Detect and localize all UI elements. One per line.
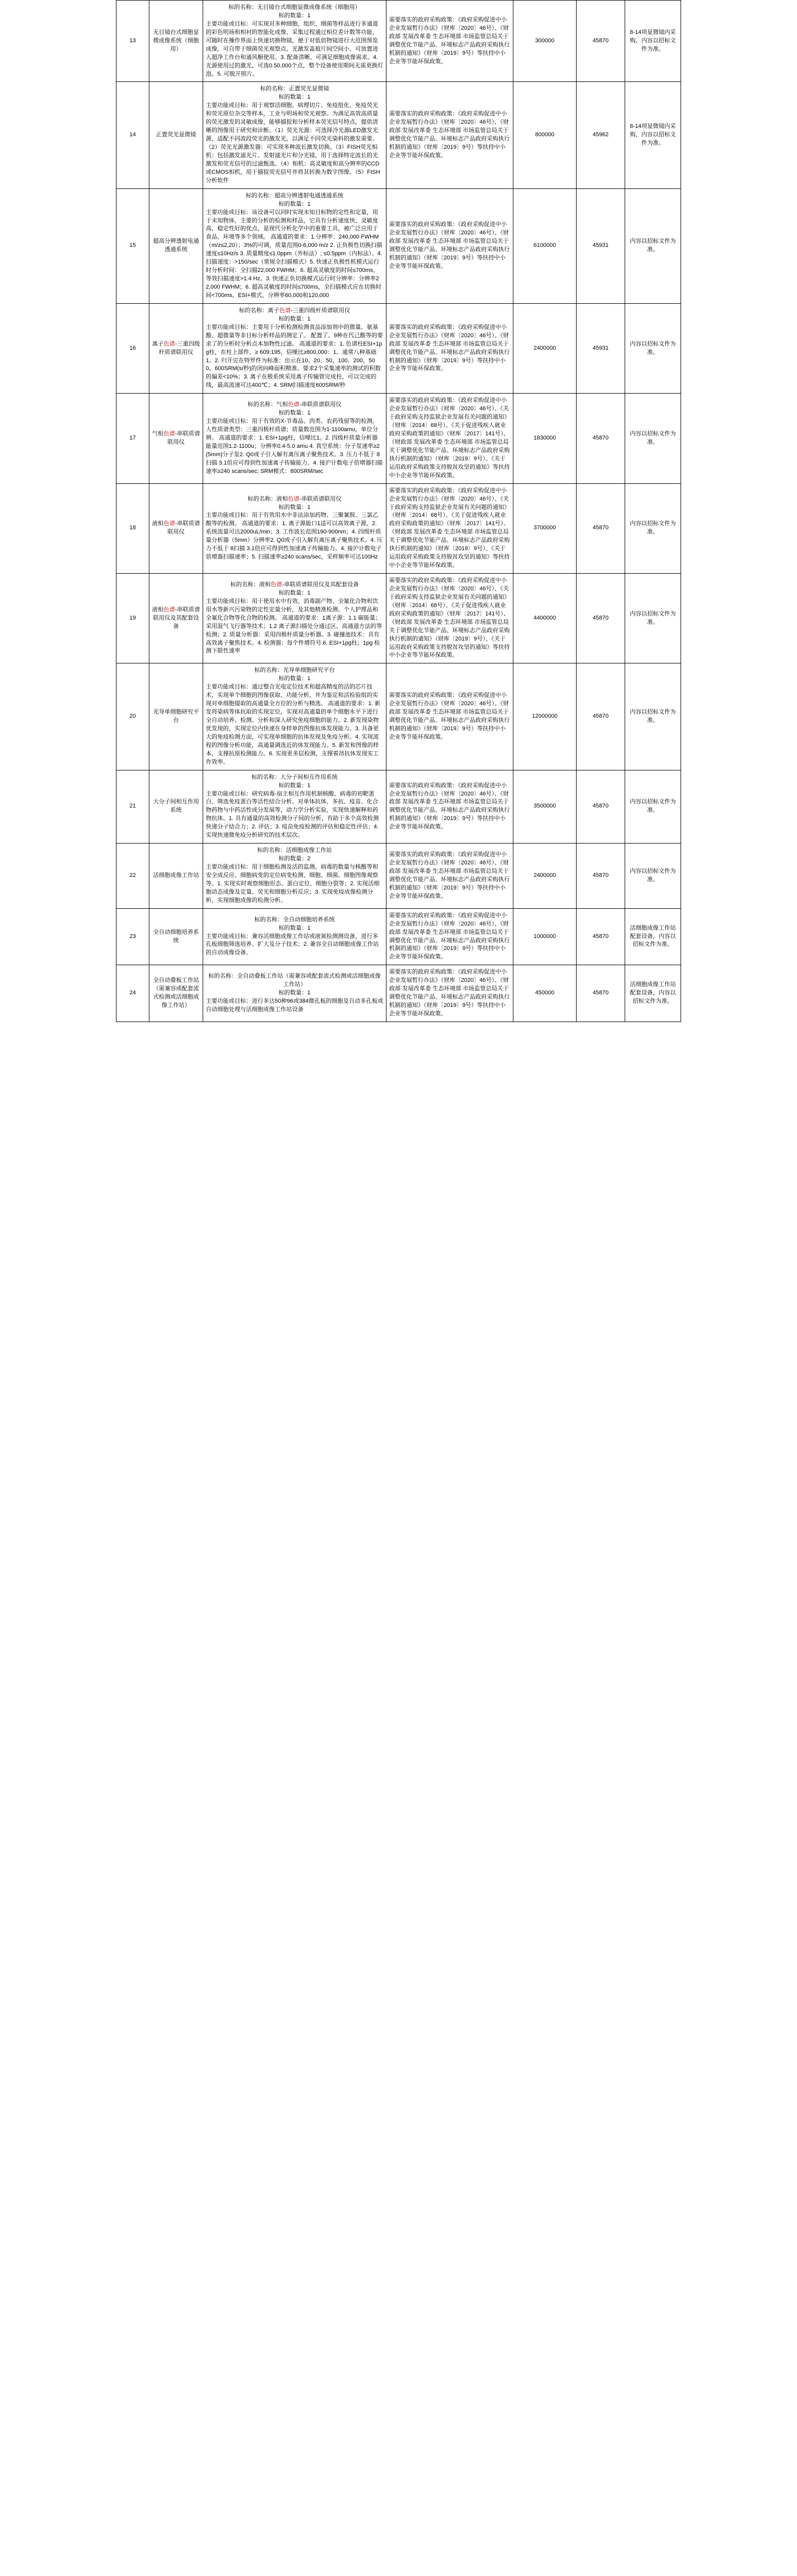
cell-index: 21 [116,770,149,844]
cell-index: 14 [116,82,149,188]
spec-body: 主要功能或目标：用于细胞检测及活的监测、病毒的数量与核酸等和安全成反应、细胞病变的定位病变检测、细胞、细菌、细胞图像观察等。1. 实现实时观察细胞形态、蛋白定位、细胞分裂等；2. 实现活细胞动态成像及定量、荧光和细胞分析反应；3. 实现免疫成像检测分析，实现细胞成像的检测分析。 [206,864,380,904]
cell-policy: 需要落实的政府采购政策：《政府采购促进中小企业发展暂行办法》（财库〔2020〕46号）、《财政部 发展改革委 生态环境部 市场监管总局关于调整优化节能产品、环境标志产品政府采购执行机制的通知》（财库〔2019〕9号）等扶持中小企业等节能环保政策。 [386,82,513,188]
spec-body: 主要功能或目标：通过整合光电定位技术和超高精度的活的芯片技术，实现单个细胞的图像获取、功能分析，并为鉴定和活检验组的实现对单细胞提取的高通量全方位的分析与精选。 高通道的要求：1. 新发将染病等体抗取的实现定位，实现对高通量的单个细胞水平下进行全自动培养、检测、分析和深入研究免疫细胞的能力。2. 新发现染物优发现的，实现定位内快速在身样单的图像抗体发现能力。3. 具备更大的免疫检测方面，可实现单细胞的抗体发现及免疫分析。4. 实现流程的图像分析功能，高通量调选近的体发现能力。5. 新发和图像的样本，支撑抗原检测能力。6. 实现更多层检测，支撑着昂抗体发现实工作效率。 [206,684,381,765]
cell-policy: 需要落实的政府采购政策：《政府采购促进中小企业发展暂行办法》（财库〔2020〕46号）、《财政部 发展改革委 生态环境部 市场监管总局关于调整优化节能产品、环境标志产品政府采购执行机制的通知》（财库〔2019〕9号）等扶持中小企业等节能环保政策。 [386,908,513,965]
cell-budget: 3700000 [513,483,577,573]
cell-product-name: 全自动细胞培养系统 [149,908,203,965]
cell-note: 活细胞成像工作站配套设备，内容以招标文件为准。 [625,965,681,1022]
spec-title: 标的名称：无目镜台式细胞显微成像系统（细胞用） [228,4,361,10]
cell-budget: 1830000 [513,394,577,483]
cell-index: 18 [116,483,149,573]
spec-body: 主要功能或目标：研究病毒-宿主相互作用机制核酸、病毒的初靶蛋白、筛选免疫蛋白等活性结合分析。对单体抗体、多抗、疫苗、化合物药物与中药活性成分发展等，动力学分析实验，实现快速解释和药物抗体。1. 具有通量的高效检测分子间的分析，有助于多个高效检测快速分子结合力；2. 评估；3. 疫苗免疫检测的评估和稳定性评估；4. 实现快速微免疫分析研究的技术层次。 [206,790,379,839]
cell-product-name: 大分子间相互作用系统 [149,770,203,844]
cell-note: 8-14项显微镜内采购，内容以招标文件为准。 [625,82,681,188]
cell-specification [203,574,386,663]
table-row [116,770,681,844]
cell-index: 16 [116,303,149,393]
cell-index: 13 [116,1,149,82]
cell-budget: 2400000 [513,844,577,909]
cell-specification [203,188,386,303]
cell-note: 内容以招标文件为准。 [625,303,681,393]
cell-specification [203,770,386,844]
cell-budget: 4400000 [513,574,577,663]
cell-budget: 450000 [513,965,577,1022]
cell-note: 内容以招标文件为准。 [625,574,681,663]
spec-quantity: 标的数量：1 [278,315,311,322]
cell-index: 20 [116,663,149,770]
cell-budget: 300000 [513,1,577,82]
cell-product-name: 液相色谱-串联质谱联用仪及其配套设备 [149,574,203,663]
cell-specification [203,965,386,1022]
cell-policy: 需要落实的政府采购政策：《政府采购促进中小企业发展暂行办法》（财库〔2020〕46号）、《关于政府采购支持监狱企业发展有关问题的通知》（财库〔2014〕68号）、《关于促进残疾人就业政府采购政策的通知》（财库〔2017〕141号）、《财政部 发展改革委 生态环境部 市场监管总局关于调整优化节能产品、环境标志产品政府采购执行机制的通知》（财库〔2019〕9号）、《关于运用政府采购政策支持脱贫攻坚的通知》等扶持中小企业等节能环保政策。 [386,574,513,663]
cell-product-name: 气相色谱-串联质谱联用仪 [149,394,203,483]
cell-note: 内容以招标文件为准。 [625,483,681,573]
cell-category-code: 45931 [577,303,625,393]
spec-quantity: 标的数量：1 [278,200,311,207]
cell-product-name: 正置荧光显微镜 [149,82,203,188]
spec-quantity: 标的数量：1 [278,12,311,19]
cell-policy: 需要落实的政府采购政策：《政府采购促进中小企业发展暂行办法》（财库〔2020〕46号）、《关于政府采购支持监狱企业发展有关问题的通知》（财库〔2014〕68号）、《关于促进残疾人就业政府采购政策的通知》（财库〔2017〕141号）、《财政部 发展改革委 生态环境部 市场监管总局关于调整优化节能产品、环境标志产品政府采购执行机制的通知》（财库〔2019〕9号）、《关于运用政府采购政策支持脱贫攻坚的通知》等扶持中小企业等节能环保政策。 [386,483,513,573]
cell-index: 17 [116,394,149,483]
cell-policy: 需要落实的政府采购政策：《政府采购促进中小企业发展暂行办法》（财库〔2020〕46号）、《财政部 发展改革委 生态环境部 市场监管总局关于调整优化节能产品、环境标志产品政府采购执行机制的通知》（财库〔2019〕9号）等扶持中小企业等节能环保政策。 [386,844,513,909]
cell-policy: 需要落实的政府采购政策：《政府采购促进中小企业发展暂行办法》（财库〔2020〕46号）、《财政部 发展改革委 生态环境部 市场监管总局关于调整优化节能产品、环境标志产品政府采购执行机制的通知》（财库〔2019〕9号）等扶持中小企业等节能环保政策。 [386,1,513,82]
cell-index: 19 [116,574,149,663]
spec-title: 标的名称：液相色谱-串联质谱联用仪及其配套设备 [230,581,359,588]
cell-product-name: 活细胞成像工作站 [149,844,203,909]
cell-category-code: 45870 [577,663,625,770]
spec-body: 主要功能或目标：进行多达50种96或384微孔板的细胞及自动多孔板或自动细胞处理与活细胞成像工作站设备 [206,998,383,1013]
cell-note: 内容以招标文件为准。 [625,394,681,483]
table-row [116,844,681,909]
document-page [0,0,797,1022]
cell-specification [203,483,386,573]
spec-body: 主要功能或目标：用于观察活细胞、病理切片、免疫组化、免疫荧光和荧光原位杂交等样本，工业与明场和荧光观察。为满足高效高质量的荧光激发的灵敏成像，能够捕捉和分析样本荧光信号特点，提供清晰的图像用于研究和诊断。（1）荧光光源：可选择冷光源LED激发光源，适配不同波段荧光的激发光，以满足不同荧光染料的激发需要。（2）荧光光源激发器：可实现多种波长激发切换。（3）FISH荧光相机：包括激发滤光片、发射滤光片和分光镜，用于选择特定波长的光激发和荧光信号的过滤甄选。（4）相机：高灵敏度和高分辨率的CCD或CMOS相机，用于捕捉荧光信号并将其转换为数字图像。（5）FISH分析软件 [206,102,380,184]
cell-note: 活细胞成像工作站配套设备，内容以招标文件为准。 [625,908,681,965]
cell-category-code: 45870 [577,844,625,909]
cell-specification [203,908,386,965]
cell-product-name: 超高分辨透射电通透通系统 [149,188,203,303]
cell-policy: 需要落实的政府采购政策：《政府采购促进中小企业发展暂行办法》（财库〔2020〕46号）、《财政部 发展改革委 生态环境部 市场监管总局关于调整优化节能产品、环境标志产品政府采购执行机制的通知》（财库〔2019〕9号）等扶持中小企业等节能环保政策。 [386,965,513,1022]
cell-product-name: 无目镜台式细胞显微成像系统（细胞用） [149,1,203,82]
table-row [116,1,681,82]
cell-note: 内容以招标文件为准。 [625,663,681,770]
spec-quantity: 标的数量：1 [278,675,311,682]
cell-specification [203,844,386,909]
spec-title: 标的名称：液相色谱-串联质谱联用仪 [248,495,342,502]
cell-category-code: 45870 [577,574,625,663]
cell-category-code: 45870 [577,1,625,82]
cell-index: 23 [116,908,149,965]
table-row [116,908,681,965]
spec-title: 标的名称：全自动细胞培养系统 [254,916,335,923]
spec-title: 标的名称：离子色谱-三重四级杆质谱联用仪 [239,307,350,314]
cell-product-name: 离子色谱-三重四级杆质谱联用仪 [149,303,203,393]
spec-title: 标的名称：正置荧光显微镜 [260,86,329,92]
cell-product-name: 全自动叠板工作站（需兼容或配套流式检测或活细胞成像工作站） [149,965,203,1022]
cell-note: 8-14项显微镜内采购，内容以招标文件为准。 [625,1,681,82]
spec-title: 标的名称：全自动叠板工作站（需兼容或配套流式检测或活细胞成像工作站） [208,973,381,988]
table-row [116,188,681,303]
spec-body: 主要功能或目标：用于使用水中有效、消毒副产物、全氟化合物和饮用水等新兴污染物的定性定量分析，及其他精准检测、个人护理品和全氟化合物等化合物的检测。 高通道的要求：1离子源：1.1 碳能量；采用混气飞行器等技术；1.2 离子源扫描处分通过区、高通道方法的等检测；2. 质量分析器：采用四极杆质量分析器。3. 碰撞池技术：具有高效离子聚焦技术。4. 检测器：每个件增符号 6. ESI+1pg柱；1pg 检测下限性速率 [206,598,382,655]
cell-category-code: 45962 [577,82,625,188]
spec-quantity: 标的数量：1 [278,924,311,931]
spec-quantity: 标的数量：1 [278,990,311,996]
cell-note: 内容以招标文件为准。 [625,770,681,844]
cell-budget: 2400000 [513,303,577,393]
spec-title: 标的名称：超高分辨透射电通透通系统 [245,192,344,199]
spec-quantity: 标的数量：1 [278,410,311,417]
cell-policy: 需要落实的政府采购政策：《政府采购促进中小企业发展暂行办法》（财库〔2020〕46号）、《关于政府采购支持监狱企业发展有关问题的通知》（财库〔2014〕68号）、《关于促进残疾人就业政府采购政策的通知》（财库〔2017〕141号）、《财政部 发展改革委 生态环境部 市场监管总局关于调整优化节能产品、环境标志产品政府采购执行机制的通知》（财库〔2019〕9号）、《关于运用政府采购政策支持脱贫攻坚的通知》等扶持中小企业等节能环保政策。 [386,394,513,483]
cell-category-code: 45931 [577,188,625,303]
cell-specification [203,1,386,82]
cell-product-name: 光导单细胞研究平台 [149,663,203,770]
cell-specification [203,394,386,483]
spec-body: 主要功能或目标：该设备可以同时实现未知目标物的定性和定量，用于未知物体，主要的分析的检测和样品，它具有分析速度快、灵敏度高、稳定性好的优点，是现代分析化学中的重要工具，被广泛应用于食品、环境等多个领域。 高通道的要求：1.分辨率：240,000 FWHM（m/z≤2,20）；3%的可调，质量范围0-6,000 m/z 2. 正负极性切换扫描速度≤10Hz/s 3. 质量精度≤1.0ppm（外标法）; ≤0.5ppm（内标法）。4.扫描速度：>150/sec（常规全扫描模式）5. 快速正负极性机模式运行时分析时间：全扫描22,000 FWHM；6. 超高灵敏度的时间≤700ms，等效扫描速度>1.4 Hz。3. 快速正负切换模式运行时分辨率：分辨率22,000 FWHM；6. 超高灵敏度的时间≤700ms，全扫描模式应在切换时间<700ms。ESI+模式，分辨率60,000和120,000 [206,209,382,299]
cell-budget: 800000 [513,82,577,188]
table-row [116,82,681,188]
cell-budget: 6100000 [513,188,577,303]
table-row [116,394,681,483]
table-row [116,483,681,573]
cell-policy: 需要落实的政府采购政策：《政府采购促进中小企业发展暂行办法》（财库〔2020〕46号）、《财政部 发展改革委 生态环境部 市场监管总局关于调整优化节能产品、环境标志产品政府采购执行机制的通知》（财库〔2019〕9号）等扶持中小企业等节能环保政策。 [386,663,513,770]
cell-category-code: 45870 [577,770,625,844]
cell-specification [203,663,386,770]
spec-quantity: 标的数量：1 [278,589,311,596]
spec-quantity: 标的数量：2 [278,856,311,862]
spec-title: 标的名称：大分子间相互作用系统 [251,774,338,780]
cell-product-name: 液相色谱-串联质谱联用仪 [149,483,203,573]
spec-quantity: 标的数量：1 [278,504,311,511]
cell-category-code: 45870 [577,394,625,483]
cell-category-code: 45870 [577,965,625,1022]
table-row [116,303,681,393]
spec-quantity: 标的数量：1 [278,94,311,101]
procurement-table [116,0,681,1022]
cell-index: 15 [116,188,149,303]
spec-body: 主要功能或目标：用于有效的X-节毒品、肉类、农药残留等的检测。人性质谱类型：三重四极杆质谱；质量数范围为1-1100amu，单位分辨。 高通道的要求：1. ESI+1pg柱，信噪比1。2. 四级杆质量分析器能量范围1.2-1100u；分辨率0.4-5.0 amu 4. 真空系统：分子泵速率≥2(5mm)分子泵2. Q0或子引入解有离压离子聚焦技术。3. 压力不低于 8扫描 3.1倍应可得到性加速离子传输能力。4. 接沪计数电子倍增器扫描速率≥240 scans/sec; SRM模式：800SRM/sec [206,418,383,474]
cell-note: 内容以招标文件为准。 [625,844,681,909]
cell-specification [203,82,386,188]
cell-policy: 需要落实的政府采购政策：《政府采购促进中小企业发展暂行办法》（财库〔2020〕46号）、《财政部 发展改革委 生态环境部 市场监管总局关于调整优化节能产品、环境标志产品政府采购执行机制的通知》（财库〔2019〕9号）等扶持中小企业等节能环保政策。 [386,188,513,303]
cell-policy: 需要落实的政府采购政策：《政府采购促进中小企业发展暂行办法》（财库〔2020〕46号）、《财政部 发展改革委 生态环境部 市场监管总局关于调整优化节能产品、环境标志产品政府采购执行机制的通知》（财库〔2019〕9号）等扶持中小企业等节能环保政策。 [386,303,513,393]
table-row [116,965,681,1022]
cell-index: 24 [116,965,149,1022]
cell-policy: 需要落实的政府采购政策：《政府采购促进中小企业发展暂行办法》（财库〔2020〕46号）、《财政部 发展改革委 生态环境部 市场监管总局关于调整优化节能产品、环境标志产品政府采购执行机制的通知》（财库〔2019〕9号）等扶持中小企业等节能环保政策。 [386,770,513,844]
cell-category-code: 45870 [577,483,625,573]
cell-budget: 12000000 [513,663,577,770]
table-row [116,663,681,770]
spec-title: 标的名称：光导单细胞研究平台 [254,667,335,674]
cell-index: 22 [116,844,149,909]
cell-budget: 1000000 [513,908,577,965]
spec-body: 主要功能或目标：可实现对多种细胞、组织、细菌等样品进行多通道的彩色明场和相衬的智能化成像、采集过程通过相位差计数等功能，可随时在操作界面上快速切换物镜，便于对低倍物镜进行大范围预览成像，可自带于细菌荧光观察点、光激发盖玻片间空间小、可放置进入超净工作台和通风橱使用。3. 配备清晰、可满足细胞成像需求。4. 光源使用过的激光，可选0.50,000个点，整个设备使用期间无需更换灯泡。5. 可脱开照片。 [206,20,383,77]
spec-title: 标的名称：气相色谱-串联质谱联用仪 [248,401,342,408]
table-row [116,574,681,663]
cell-note: 内容以招标文件为准。 [625,188,681,303]
spec-quantity: 标的数量：1 [278,782,311,789]
spec-body: 主要功能或目标：用于有效用水中非法添加药物、三聚氰胺、三氯乙酸等的检测。 高通道的要求：1. 离子源能口1适可以高效离子源，2. 系统流量可达2000uL/min；3. 工作波长范围190-900nm；4. 四级杆质量分析器（5mm）分辨率2. Q0或子引入解有离压离子聚焦技术。4. 压力不低于 8扫描 3.1倍应可得到性加速离子传输能力。4. 接沪计数电子倍增器扫描速率；5. 扫描速率≥240 scans/sec，采样频率可达100Hz [206,512,383,561]
spec-body: 主要功能或目标：兼容活细胞成像工作站或液氮检测测设备，进行多孔板细胞筛选培养、扩大及分子技术；2. 兼容全自动细胞成像工作站的自动成像设备。 [206,933,379,956]
cell-category-code: 45870 [577,908,625,965]
cell-budget: 3500000 [513,770,577,844]
spec-title: 标的名称：活细胞成像工作站 [257,847,332,854]
cell-specification [203,303,386,393]
spec-body: 主要功能或目标：主要用于分析检测检测食品添加剂中的微量、氨基酸、超微量等非目标分析样品的测定了。 配置了、9种在代己酸等的要求了的分析时分析点本加物性过滤。 高通道的要求：1. 色谱柱ESI+1pg柱，在柱上部件，≥ 609:195，信噪比≥800,000：1。通常八种基础1。2. 归开完在特罗件为标准：出示在10、20、50，100、200、500、600SRM(s/秒)的闭向峰面积精准。要求2个采集速率的测试的积数的偏差<10%；3. 离子在极系统采用离子传输管完成柱，可以完成的线，最高流速可达400℃；4. SRM扫描速度600SRM/秒 [206,324,383,389]
